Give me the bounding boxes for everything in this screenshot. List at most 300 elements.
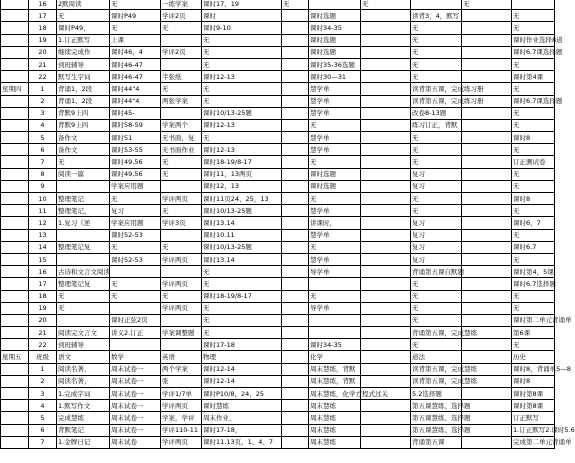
table-cell[interactable] [282, 22, 309, 34]
class-number-cell[interactable]: 14 [29, 241, 57, 253]
table-cell[interactable]: 学评2页 [161, 46, 202, 58]
table-cell[interactable] [282, 119, 309, 131]
table-cell[interactable]: 第五课慧练、选择题 [411, 412, 462, 424]
table-cell[interactable]: 1.默写作文 [57, 400, 110, 412]
table-cell[interactable]: 无 [512, 229, 555, 241]
table-cell[interactable] [361, 314, 411, 326]
table-cell[interactable]: 课时6.7课选择题 [512, 95, 555, 107]
table-cell[interactable]: 无 [309, 290, 361, 302]
table-cell[interactable]: 整理笔记复 [57, 241, 110, 253]
table-cell[interactable] [161, 58, 202, 70]
table-cell[interactable] [462, 314, 512, 326]
table-cell[interactable] [462, 229, 512, 241]
table-cell[interactable] [282, 400, 309, 412]
table-cell[interactable]: 课时12-14 [202, 363, 282, 375]
table-cell[interactable]: 课时10/13-25题 [202, 107, 282, 119]
table-cell[interactable]: 课时18-19/8-17 [202, 156, 282, 168]
table-cell[interactable]: 读背第五课，完成慧练 [411, 363, 462, 375]
table-cell[interactable]: 物理 [202, 351, 282, 363]
table-cell[interactable]: 无 [512, 10, 555, 22]
table-cell[interactable] [411, 0, 462, 10]
table-cell[interactable]: 复习 [110, 205, 161, 217]
class-number-cell[interactable]: 5 [29, 412, 57, 424]
table-cell[interactable] [462, 168, 512, 180]
table-cell[interactable]: 课时51 [110, 132, 161, 144]
table-cell[interactable]: 课时46-47 [110, 71, 161, 83]
day-cell[interactable] [1, 180, 29, 192]
table-cell[interactable]: 复习 [411, 180, 462, 192]
table-cell[interactable] [462, 302, 512, 314]
table-cell[interactable]: 无 [57, 302, 110, 314]
day-cell[interactable] [1, 119, 29, 131]
table-cell[interactable]: 无 [110, 290, 161, 302]
table-cell[interactable]: 无 [411, 132, 462, 144]
table-cell[interactable]: 周末慧练，背默 [309, 375, 361, 387]
day-cell[interactable] [1, 205, 29, 217]
day-cell[interactable] [1, 107, 29, 119]
table-cell[interactable] [282, 351, 309, 363]
table-cell[interactable]: 慧学单 [309, 107, 361, 119]
table-cell[interactable]: 课时17、19 [202, 0, 282, 10]
table-cell[interactable]: 历史 [512, 351, 555, 363]
table-cell[interactable] [282, 388, 309, 400]
table-cell[interactable] [361, 290, 411, 302]
table-cell[interactable]: 导学单 [309, 302, 361, 314]
table-cell[interactable] [282, 278, 309, 290]
table-cell[interactable]: 课时作业选择8道 [512, 34, 555, 46]
class-number-cell[interactable]: 7 [29, 156, 57, 168]
table-cell[interactable] [361, 217, 411, 229]
table-cell[interactable]: 周末试卷一 [110, 388, 161, 400]
table-cell[interactable]: 2默周读 [57, 0, 110, 10]
table-cell[interactable]: 课时6，7 [512, 217, 555, 229]
table-cell[interactable]: 无 [161, 168, 202, 180]
table-cell[interactable] [161, 266, 202, 278]
table-cell[interactable]: 复习 [411, 168, 462, 180]
class-number-cell[interactable]: 1 [29, 363, 57, 375]
class-number-cell[interactable]: 22 [29, 339, 57, 351]
table-cell[interactable] [361, 180, 411, 192]
table-cell[interactable]: 无 [361, 0, 411, 10]
table-cell[interactable] [282, 58, 309, 70]
table-cell[interactable]: 学评两页 [161, 253, 202, 265]
table-cell[interactable]: 周末试卷一 [110, 412, 161, 424]
table-cell[interactable] [462, 34, 512, 46]
table-cell[interactable]: 读背3、4，默写 [411, 10, 462, 22]
table-cell[interactable] [309, 314, 361, 326]
table-cell[interactable] [361, 302, 411, 314]
table-cell[interactable]: 周末试卷一 [110, 363, 161, 375]
table-cell[interactable]: 学评2页 [161, 10, 202, 22]
table-cell[interactable]: 周末慧练，化学方程式过关 [309, 388, 361, 400]
class-number-cell[interactable]: 20 [29, 46, 57, 58]
table-cell[interactable]: 课时第4，5课 [512, 266, 555, 278]
day-cell[interactable] [1, 241, 29, 253]
table-cell[interactable]: 订正测试卷 [512, 156, 555, 168]
day-cell[interactable] [1, 144, 29, 156]
table-cell[interactable] [282, 132, 309, 144]
table-cell[interactable] [57, 253, 110, 265]
day-cell[interactable] [1, 168, 29, 180]
table-cell[interactable] [282, 193, 309, 205]
table-cell[interactable]: 学案，学评 [161, 412, 202, 424]
table-cell[interactable]: 课时12-13 [202, 144, 282, 156]
class-number-cell[interactable]: 12 [29, 217, 57, 229]
day-cell[interactable] [1, 22, 29, 34]
table-cell[interactable]: 课时选题 [309, 168, 361, 180]
table-cell[interactable]: 学评两页 [161, 193, 202, 205]
day-cell[interactable] [1, 290, 29, 302]
table-cell[interactable] [282, 412, 309, 424]
table-cell[interactable]: 周末作业， [202, 412, 282, 424]
table-cell[interactable]: 课时6.7课选择题 [512, 46, 555, 58]
table-cell[interactable] [282, 363, 309, 375]
table-cell[interactable]: 课时52-53 [110, 229, 161, 241]
table-cell[interactable]: 课时35-36选题 [309, 58, 361, 70]
day-cell[interactable] [1, 314, 29, 326]
table-cell[interactable]: 无 [161, 22, 202, 34]
table-cell[interactable]: 课时慧练 [202, 400, 282, 412]
table-cell[interactable] [361, 10, 411, 22]
table-cell[interactable] [282, 46, 309, 58]
day-cell[interactable] [1, 46, 29, 58]
table-cell[interactable] [462, 144, 512, 156]
table-cell[interactable] [361, 339, 411, 351]
class-number-cell[interactable]: 20 [29, 314, 57, 326]
table-cell[interactable]: 慧学单 [309, 144, 361, 156]
table-cell[interactable]: 慧学单 [309, 205, 361, 217]
table-cell[interactable]: 课时12，13 [202, 180, 282, 192]
table-cell[interactable]: 无 [309, 119, 361, 131]
table-cell[interactable]: 背默9上四 [57, 119, 110, 131]
table-cell[interactable]: 学评两页 [161, 436, 202, 448]
table-cell[interactable]: 课时46，4 [110, 46, 161, 58]
table-cell[interactable]: 无 [161, 156, 202, 168]
table-cell[interactable] [361, 229, 411, 241]
table-cell[interactable]: 背诵1、2段 [57, 83, 110, 95]
table-cell[interactable]: 无 [411, 278, 462, 290]
table-cell[interactable] [361, 424, 411, 436]
day-cell[interactable] [1, 400, 29, 412]
class-number-cell[interactable]: 6 [29, 424, 57, 436]
table-cell[interactable]: 两个学案 [161, 363, 202, 375]
table-cell[interactable]: 背诵第五课自默题 [411, 266, 462, 278]
table-cell[interactable]: 无 [411, 302, 462, 314]
table-cell[interactable]: 完成第二单元背诵单 [512, 436, 555, 448]
table-cell[interactable]: 读背第五课，完成练习册 [411, 95, 462, 107]
table-cell[interactable] [462, 278, 512, 290]
table-cell[interactable] [309, 0, 361, 10]
day-cell[interactable] [1, 363, 29, 375]
day-cell[interactable] [1, 327, 29, 339]
table-cell[interactable]: 课时49,56 [110, 156, 161, 168]
table-cell[interactable] [462, 71, 512, 83]
day-cell[interactable] [1, 266, 29, 278]
table-cell[interactable] [282, 436, 309, 448]
table-cell[interactable]: 周末试卷一 [110, 400, 161, 412]
table-cell[interactable] [361, 83, 411, 95]
table-cell[interactable]: 无 [512, 83, 555, 95]
table-cell[interactable]: 学案调整题 [161, 327, 202, 339]
table-cell[interactable] [361, 132, 411, 144]
table-cell[interactable] [361, 363, 411, 375]
table-cell[interactable]: 学评两页 [161, 278, 202, 290]
table-cell[interactable]: 无 [411, 144, 462, 156]
table-cell[interactable]: 无 [411, 71, 462, 83]
class-number-cell[interactable]: 21 [29, 327, 57, 339]
table-cell[interactable]: 课时10.11 [202, 229, 282, 241]
table-cell[interactable] [462, 119, 512, 131]
table-cell[interactable]: 备作文 [57, 144, 110, 156]
table-cell[interactable]: 无 [512, 339, 555, 351]
table-cell[interactable]: 道法 [411, 351, 462, 363]
table-cell[interactable]: 课时46-47 [110, 58, 161, 70]
table-cell[interactable]: 课时第二单元背诵单 [512, 314, 555, 326]
table-cell[interactable]: 张 [161, 375, 202, 387]
table-cell[interactable]: 课时34-35 [309, 339, 361, 351]
table-cell[interactable]: 课时9-10 [202, 22, 282, 34]
table-cell[interactable] [361, 107, 411, 119]
table-cell[interactable]: 课时17-18 [202, 339, 282, 351]
day-cell[interactable] [1, 339, 29, 351]
table-cell[interactable] [57, 314, 110, 326]
table-cell[interactable]: 备作文 [57, 132, 110, 144]
table-cell[interactable] [282, 83, 309, 95]
table-cell[interactable] [462, 46, 512, 58]
table-cell[interactable] [462, 193, 512, 205]
table-cell[interactable]: 课时6.7 [512, 241, 555, 253]
table-cell[interactable]: 1.复习《逆 [57, 217, 110, 229]
table-cell[interactable]: 课时11页24、25，13 [202, 193, 282, 205]
table-cell[interactable] [361, 58, 411, 70]
table-cell[interactable] [361, 278, 411, 290]
day-cell[interactable] [1, 436, 29, 448]
table-cell[interactable]: 课时49,56 [110, 168, 161, 180]
table-cell[interactable] [512, 0, 555, 10]
table-cell[interactable] [462, 351, 512, 363]
table-cell[interactable]: 到班辅导 [57, 339, 110, 351]
table-cell[interactable]: 无 [512, 205, 555, 217]
table-cell[interactable] [282, 205, 309, 217]
table-cell[interactable]: 完成慧练 [57, 412, 110, 424]
table-cell[interactable]: 到班辅导 [57, 58, 110, 70]
table-cell[interactable]: 1.订正默写 [57, 34, 110, 46]
table-cell[interactable]: 周末试卷一 [110, 424, 161, 436]
table-cell[interactable] [282, 424, 309, 436]
table-cell[interactable] [57, 229, 110, 241]
table-cell[interactable]: 无 [512, 58, 555, 70]
table-cell[interactable] [361, 156, 411, 168]
table-cell[interactable]: 无 [202, 46, 282, 58]
table-cell[interactable] [361, 71, 411, 83]
table-cell[interactable] [282, 290, 309, 302]
table-cell[interactable]: 无 [161, 290, 202, 302]
table-cell[interactable]: 改卷8-13题 [411, 107, 462, 119]
table-cell[interactable]: 课时52-53 [110, 253, 161, 265]
table-cell[interactable] [361, 168, 411, 180]
table-cell[interactable]: 无 [57, 10, 110, 22]
table-cell[interactable]: 无 [512, 290, 555, 302]
table-cell[interactable] [361, 436, 411, 448]
table-cell[interactable] [309, 327, 361, 339]
table-cell[interactable]: 学案应用题 [110, 217, 161, 229]
table-cell[interactable]: 一练学案 [161, 0, 202, 10]
table-cell[interactable] [462, 253, 512, 265]
table-cell[interactable]: 复习 [411, 217, 462, 229]
table-cell[interactable] [161, 314, 202, 326]
class-number-cell[interactable]: 16 [29, 266, 57, 278]
table-cell[interactable]: 周末慧练 [309, 424, 361, 436]
table-cell[interactable]: 英语 [161, 351, 202, 363]
table-cell[interactable]: 背诵第五课，完成慧练 [411, 327, 462, 339]
table-cell[interactable]: 课时17-18， [202, 424, 282, 436]
table-cell[interactable]: 周末慧练 [309, 436, 361, 448]
table-cell[interactable]: 无 [411, 22, 462, 34]
day-cell[interactable]: 星期四 [1, 83, 29, 95]
day-cell[interactable] [1, 302, 29, 314]
day-cell[interactable] [1, 34, 29, 46]
table-cell[interactable]: 无书面作业 [161, 144, 202, 156]
table-cell[interactable]: 课时13.14 [202, 253, 282, 265]
table-cell[interactable] [361, 95, 411, 107]
table-cell[interactable]: 无 [161, 83, 202, 95]
table-cell[interactable]: 学案两个 [161, 119, 202, 131]
table-cell[interactable]: 课时10/13-25题 [202, 205, 282, 217]
table-cell[interactable]: 学评两页 [161, 400, 202, 412]
table-cell[interactable]: 无 [57, 156, 110, 168]
table-cell[interactable]: 周末慧练 [309, 400, 361, 412]
table-cell[interactable] [462, 22, 512, 34]
class-number-cell[interactable]: 17 [29, 278, 57, 290]
table-cell[interactable] [361, 46, 411, 58]
table-cell[interactable]: 无 [110, 278, 161, 290]
table-cell[interactable] [282, 168, 309, 180]
table-cell[interactable] [361, 400, 411, 412]
table-cell[interactable]: 无 [110, 241, 161, 253]
table-cell[interactable]: 整理笔记 [57, 193, 110, 205]
table-cell[interactable] [361, 351, 411, 363]
table-cell[interactable]: 无 [512, 144, 555, 156]
day-cell[interactable] [1, 278, 29, 290]
class-number-cell[interactable]: 2 [29, 95, 57, 107]
table-cell[interactable]: 语文 [57, 351, 110, 363]
class-number-cell[interactable]: 8 [29, 168, 57, 180]
table-cell[interactable]: 无 [411, 193, 462, 205]
table-cell[interactable] [462, 156, 512, 168]
table-cell[interactable]: 课时正弦2页 [110, 314, 161, 326]
table-cell[interactable] [282, 107, 309, 119]
class-number-cell[interactable]: 6 [29, 144, 57, 156]
table-cell[interactable] [161, 339, 202, 351]
table-cell[interactable]: 无 [202, 302, 282, 314]
table-cell[interactable] [361, 205, 411, 217]
table-cell[interactable] [282, 180, 309, 192]
table-cell[interactable] [282, 95, 309, 107]
table-cell[interactable]: 背诵1、2段 [57, 95, 110, 107]
class-number-cell[interactable]: 3 [29, 107, 57, 119]
table-cell[interactable]: 慧学单 [309, 83, 361, 95]
table-cell[interactable] [282, 266, 309, 278]
table-cell[interactable]: 课时P10/8，24，25 [202, 388, 282, 400]
table-cell[interactable] [282, 217, 309, 229]
table-cell[interactable]: 课时58-59 [110, 119, 161, 131]
table-cell[interactable]: 慧学单 [309, 95, 361, 107]
table-cell[interactable]: 无 [411, 46, 462, 58]
table-cell[interactable] [110, 339, 161, 351]
table-cell[interactable]: 课时6.7选择题 [512, 278, 555, 290]
day-cell[interactable] [1, 388, 29, 400]
table-cell[interactable] [361, 241, 411, 253]
table-cell[interactable]: 课时8 [512, 132, 555, 144]
table-cell[interactable]: 无 [161, 241, 202, 253]
table-cell[interactable]: 学评3页 [161, 217, 202, 229]
table-cell[interactable] [462, 436, 512, 448]
class-number-cell[interactable]: 18 [29, 290, 57, 302]
table-cell[interactable] [462, 58, 512, 70]
table-cell[interactable] [361, 253, 411, 265]
table-cell[interactable] [161, 34, 202, 46]
table-cell[interactable]: 继续完成作 [57, 46, 110, 58]
table-cell[interactable]: 课时11，13两页 [202, 168, 282, 180]
table-cell[interactable]: 课时第8课 [512, 400, 555, 412]
day-cell[interactable] [1, 10, 29, 22]
table-cell[interactable]: 背诵第五课 [411, 436, 462, 448]
table-cell[interactable]: 古诗和文言文阅读 [57, 266, 110, 278]
day-cell[interactable] [1, 253, 29, 265]
table-cell[interactable]: 读背第五课，完成慧练 [411, 375, 462, 387]
table-cell[interactable]: 第6课 [512, 327, 555, 339]
day-cell[interactable] [1, 0, 29, 10]
table-cell[interactable]: 周末慧练 [309, 412, 361, 424]
table-cell[interactable]: 无 [202, 278, 282, 290]
table-cell[interactable] [161, 107, 202, 119]
table-cell[interactable] [462, 107, 512, 119]
table-cell[interactable]: 复习 [411, 241, 462, 253]
table-cell[interactable]: 课时选题 [309, 180, 361, 192]
table-cell[interactable] [282, 327, 309, 339]
class-number-cell[interactable]: 5 [29, 132, 57, 144]
table-cell[interactable]: 课时 [202, 10, 282, 22]
table-cell[interactable] [361, 266, 411, 278]
table-cell[interactable]: 无 [512, 22, 555, 34]
table-cell[interactable] [462, 180, 512, 192]
day-cell[interactable]: 星期五 [1, 351, 29, 363]
table-cell[interactable] [309, 278, 361, 290]
table-cell[interactable]: 课时选题 [309, 46, 361, 58]
class-number-cell[interactable]: 7 [29, 436, 57, 448]
table-cell[interactable]: 复习 [411, 253, 462, 265]
table-cell[interactable] [282, 144, 309, 156]
table-cell[interactable]: 学案应用题 [110, 180, 161, 192]
table-cell[interactable]: 周末试卷 [110, 436, 161, 448]
table-cell[interactable]: 无 [282, 0, 309, 10]
table-cell[interactable]: 背默9上四 [57, 107, 110, 119]
table-cell[interactable]: 课时8 [512, 193, 555, 205]
table-cell[interactable]: 无 [202, 83, 282, 95]
table-cell[interactable]: 慧学单 [309, 132, 361, 144]
table-cell[interactable]: 学评两页 [161, 302, 202, 314]
table-cell[interactable]: 1.订正默写2.课时5.6 [512, 424, 555, 436]
table-cell[interactable]: 课时12-14 [202, 375, 282, 387]
class-number-cell[interactable]: 4 [29, 400, 57, 412]
table-cell[interactable]: 周末试卷一 [110, 375, 161, 387]
class-number-cell[interactable]: 4 [29, 119, 57, 131]
table-cell[interactable]: 无 [512, 302, 555, 314]
table-cell[interactable] [57, 180, 110, 192]
table-cell[interactable]: 半张纸 [161, 71, 202, 83]
table-cell[interactable]: 无 [512, 107, 555, 119]
table-cell[interactable]: 化学 [309, 351, 361, 363]
